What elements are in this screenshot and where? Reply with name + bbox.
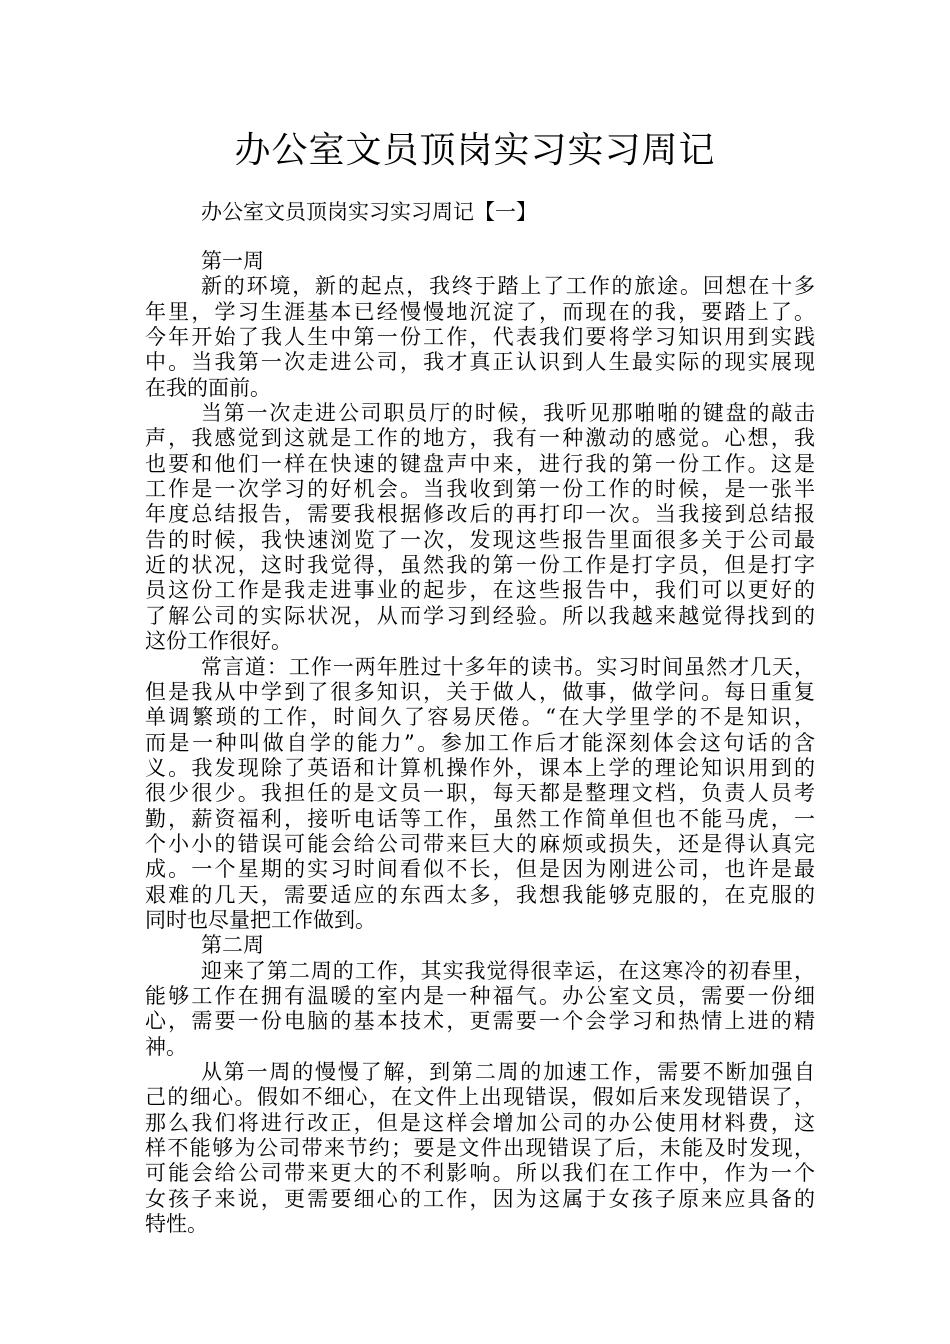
paragraph-line: 这份工作很好。 bbox=[145, 629, 292, 654]
paragraph-line: 艰难的几天，需要适应的东西太多，我想我能够克服的，在克服的 bbox=[145, 882, 815, 907]
paragraph-line: 在我的面前。 bbox=[145, 375, 271, 400]
paragraph-line: 当第一次走进公司职员厅的时候，我听见那啪啪的键盘的敲击 bbox=[201, 401, 815, 426]
document-body bbox=[145, 249, 815, 1237]
paragraph-line: 可能会给公司带来更大的不利影响。所以我们在工作中，作为一个 bbox=[145, 1161, 815, 1186]
paragraph-line: 员这份工作是我走进事业的起步，在这些报告中，我们可以更好的 bbox=[145, 578, 815, 603]
paragraph-line: 很少很少。我担任的是文员一职，每天都是整理文档，负责人员考 bbox=[145, 781, 815, 806]
paragraph-1 bbox=[145, 274, 815, 401]
paragraph-line: 中。当我第一次走进公司，我才真正认识到人生最实际的现实展现 bbox=[145, 350, 815, 375]
paragraph-line: 告的时候，我快速浏览了一次，发现这些报告里面很多关于公司最 bbox=[145, 527, 815, 552]
paragraph-line: 新的环境，新的起点，我终于踏上了工作的旅途。回想在十多 bbox=[201, 274, 815, 299]
paragraph-line: 义。我发现除了英语和计算机操作外，课本上学的理论知识用到的 bbox=[145, 755, 815, 780]
paragraph-line: 年里，学习生涯基本已经慢慢地沉淀了，而现在的我，要踏上了。 bbox=[145, 299, 815, 324]
paragraph-line: 近的状况，这时我觉得，虽然我的第一份工作是打字员，但是打字 bbox=[145, 553, 815, 578]
week-one-heading: 第一周 bbox=[201, 249, 264, 273]
paragraph-2 bbox=[145, 401, 815, 654]
paragraph-line: 成。一个星期的实习时间看似不长，但是因为刚进公司，也许是最 bbox=[145, 857, 815, 882]
paragraph-line: 而是一种叫做自学的能力”。参加工作后才能深刻体会这句话的含 bbox=[145, 730, 815, 755]
paragraph-line: 迎来了第二周的工作，其实我觉得很幸运，在这寒冷的初春里， bbox=[201, 958, 815, 983]
paragraph-line: 但是我从中学到了很多知识，关于做人，做事，做学问。每日重复 bbox=[145, 679, 815, 704]
paragraph-line: 神。 bbox=[145, 1034, 187, 1059]
paragraph-line: 也要和他们一样在快速的键盘声中来，进行我的第一份工作。这是 bbox=[145, 451, 815, 476]
paragraph-line: 今年开始了我人生中第一份工作，代表我们要将学习知识用到实践 bbox=[145, 325, 815, 350]
paragraph-line: 个小小的错误可能会给公司带来巨大的麻烦或损失，还是得认真完 bbox=[145, 831, 815, 856]
paragraph-line: 常言道：工作一两年胜过十多年的读书。实习时间虽然才几天， bbox=[201, 654, 815, 679]
document-subtitle: 办公室文员顶岗实习实习周记【一】 bbox=[201, 200, 537, 224]
paragraph-5 bbox=[145, 1060, 815, 1237]
paragraph-4 bbox=[145, 959, 815, 1060]
paragraph-line: 从第一周的慢慢了解，到第二周的加速工作，需要不断加强自 bbox=[201, 1060, 815, 1084]
week-two-heading: 第二周 bbox=[201, 933, 264, 958]
paragraph-line: 己的细心。假如不细心，在文件上出现错误，假如后来发现错误了， bbox=[145, 1085, 815, 1110]
paragraph-3 bbox=[145, 655, 815, 934]
paragraph-line: 勤，薪资福利，接听电话等工作，虽然工作简单但也不能马虎，一 bbox=[145, 806, 815, 831]
paragraph-line: 同时也尽量把工作做到。 bbox=[145, 907, 376, 932]
document-title: 办公室文员顶岗实习实习周记 bbox=[234, 130, 716, 171]
paragraph-line: 单调繁琐的工作，时间久了容易厌倦。“在大学里学的不是知识， bbox=[145, 705, 815, 730]
paragraph-line: 工作是一次学习的好机会。当我收到第一份工作的时候，是一张半 bbox=[145, 477, 815, 502]
paragraph-line: 样不能够为公司带来节约；要是文件出现错误了后，未能及时发现， bbox=[145, 1136, 815, 1161]
paragraph-line: 了解公司的实际状况，从而学习到经验。所以我越来越觉得找到的 bbox=[145, 603, 815, 628]
paragraph-line: 特性。 bbox=[145, 1212, 208, 1237]
paragraph-line: 年度总结报告，需要我根据修改后的再打印一次。当我接到总结报 bbox=[145, 502, 815, 527]
paragraph-line: 女孩子来说，更需要细心的工作，因为这属于女孩子原来应具备的 bbox=[145, 1186, 815, 1211]
paragraph-line: 能够工作在拥有温暖的室内是一种福气。办公室文员，需要一份细 bbox=[145, 983, 815, 1008]
paragraph-line: 心，需要一份电脑的基本技术，更需要一个会学习和热情上进的精 bbox=[145, 1009, 815, 1034]
paragraph-line: 那么我们将进行改正，但是这样会增加公司的办公使用材料费，这 bbox=[145, 1110, 815, 1135]
paragraph-line: 声，我感觉到这就是工作的地方，我有一种激动的感觉。心想，我 bbox=[145, 426, 815, 451]
